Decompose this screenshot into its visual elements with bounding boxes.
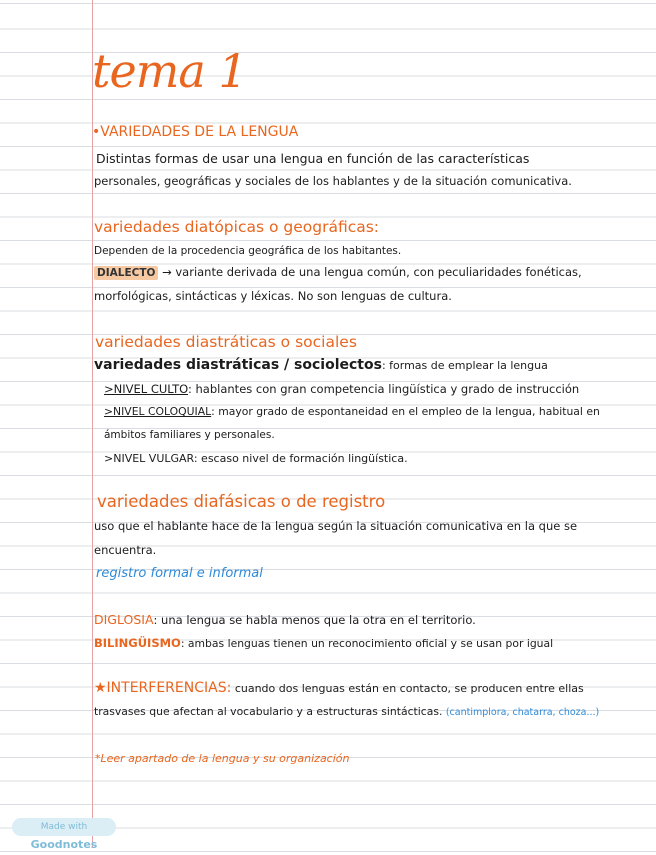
interferencias-examples: (cantimplora, chatarra, choza...) [445, 707, 600, 718]
text-line: personales, geográficas y sociales de los hablantes y de la situación comunicativa. [94, 174, 572, 188]
registro-note: registro formal e informal [96, 566, 263, 581]
interferencias-term: ★INTERFERENCIAS: [94, 680, 232, 696]
nivel-coloquial-definition: : mayor grado de espontaneidad en el empleo de la lengua, habitual en [211, 405, 600, 418]
diglosia-line [94, 614, 476, 627]
interferencias-cont-line [94, 707, 599, 718]
dialecto-term: DIALECTO [94, 266, 158, 280]
nivel-vulgar-label: >NIVEL VULGAR [104, 452, 194, 465]
nivel-vulgar-definition: : escaso nivel de formación lingüística. [193, 452, 408, 465]
text-line: Dependen de la procedencia geográfica de los habitantes. [94, 245, 402, 257]
badge-made-with: Made with [40, 822, 88, 832]
text-line: Distintas formas de usar una lengua en función de las características [96, 151, 530, 166]
nivel-culto-label: >NIVEL CULTO [104, 382, 188, 396]
text-line: uso que el hablante hace de la lengua según la situación comunicativa en la que se [94, 519, 578, 533]
goodnotes-badge [12, 818, 116, 851]
section-heading-diastraticas: variedades diastráticas o sociales [95, 333, 357, 351]
bilinguismo-definition: : ambas lenguas tienen un reconocimiento oficial y se usan por igual [180, 637, 554, 650]
bilinguismo-term: BILINGÜISMO [94, 636, 181, 650]
nivel-coloquial-label: >NIVEL COLOQUIAL [104, 405, 212, 418]
nivel-coloquial-line [104, 407, 600, 418]
badge-app-name: Goodnotes [30, 838, 98, 851]
section-heading-diafasicas: variedades diafásicas o de registro [97, 492, 386, 511]
section-heading-variedades: •VARIEDADES DE LA LENGUA [92, 124, 299, 140]
dialecto-line [94, 267, 582, 279]
nivel-culto-definition: : hablantes con gran competencia lingüística y grado de instrucción [187, 382, 580, 396]
dialecto-definition: variante derivada de una lengua común, con peculiaridades fonéticas, [175, 265, 582, 279]
diglosia-term: DIGLOSIA [94, 612, 154, 627]
arrow-icon: → [162, 265, 172, 279]
text-line: encuentra. [94, 543, 157, 557]
interferencias-definition: cuando dos lenguas están en contacto, se producen entre ellas [234, 682, 584, 695]
bilinguismo-line [94, 638, 553, 650]
sociolectos-term: variedades diastráticas / sociolectos [94, 357, 382, 373]
interferencias-line [94, 681, 584, 695]
diglosia-definition: : una lengua se habla menos que la otra en el territorio. [153, 613, 476, 627]
text-line: ámbitos familiares y personales. [104, 429, 275, 441]
footnote: *Leer apartado de la lengua y su organización [95, 752, 350, 765]
section-heading-diatopicas: variedades diatópicas o geográficas: [94, 218, 380, 236]
sociolectos-line [94, 358, 548, 372]
text-line: morfológicas, sintácticas y léxicas. No son lenguas de cultura. [94, 289, 452, 303]
nivel-vulgar-line [104, 453, 408, 464]
interferencias-definition-cont: trasvases que afectan al vocabulario y a estructuras sintácticas. [94, 705, 443, 718]
nivel-culto-line [104, 384, 579, 396]
page-title: tema 1 [92, 44, 247, 98]
sociolectos-definition: : formas de emplear la lengua [381, 359, 548, 372]
